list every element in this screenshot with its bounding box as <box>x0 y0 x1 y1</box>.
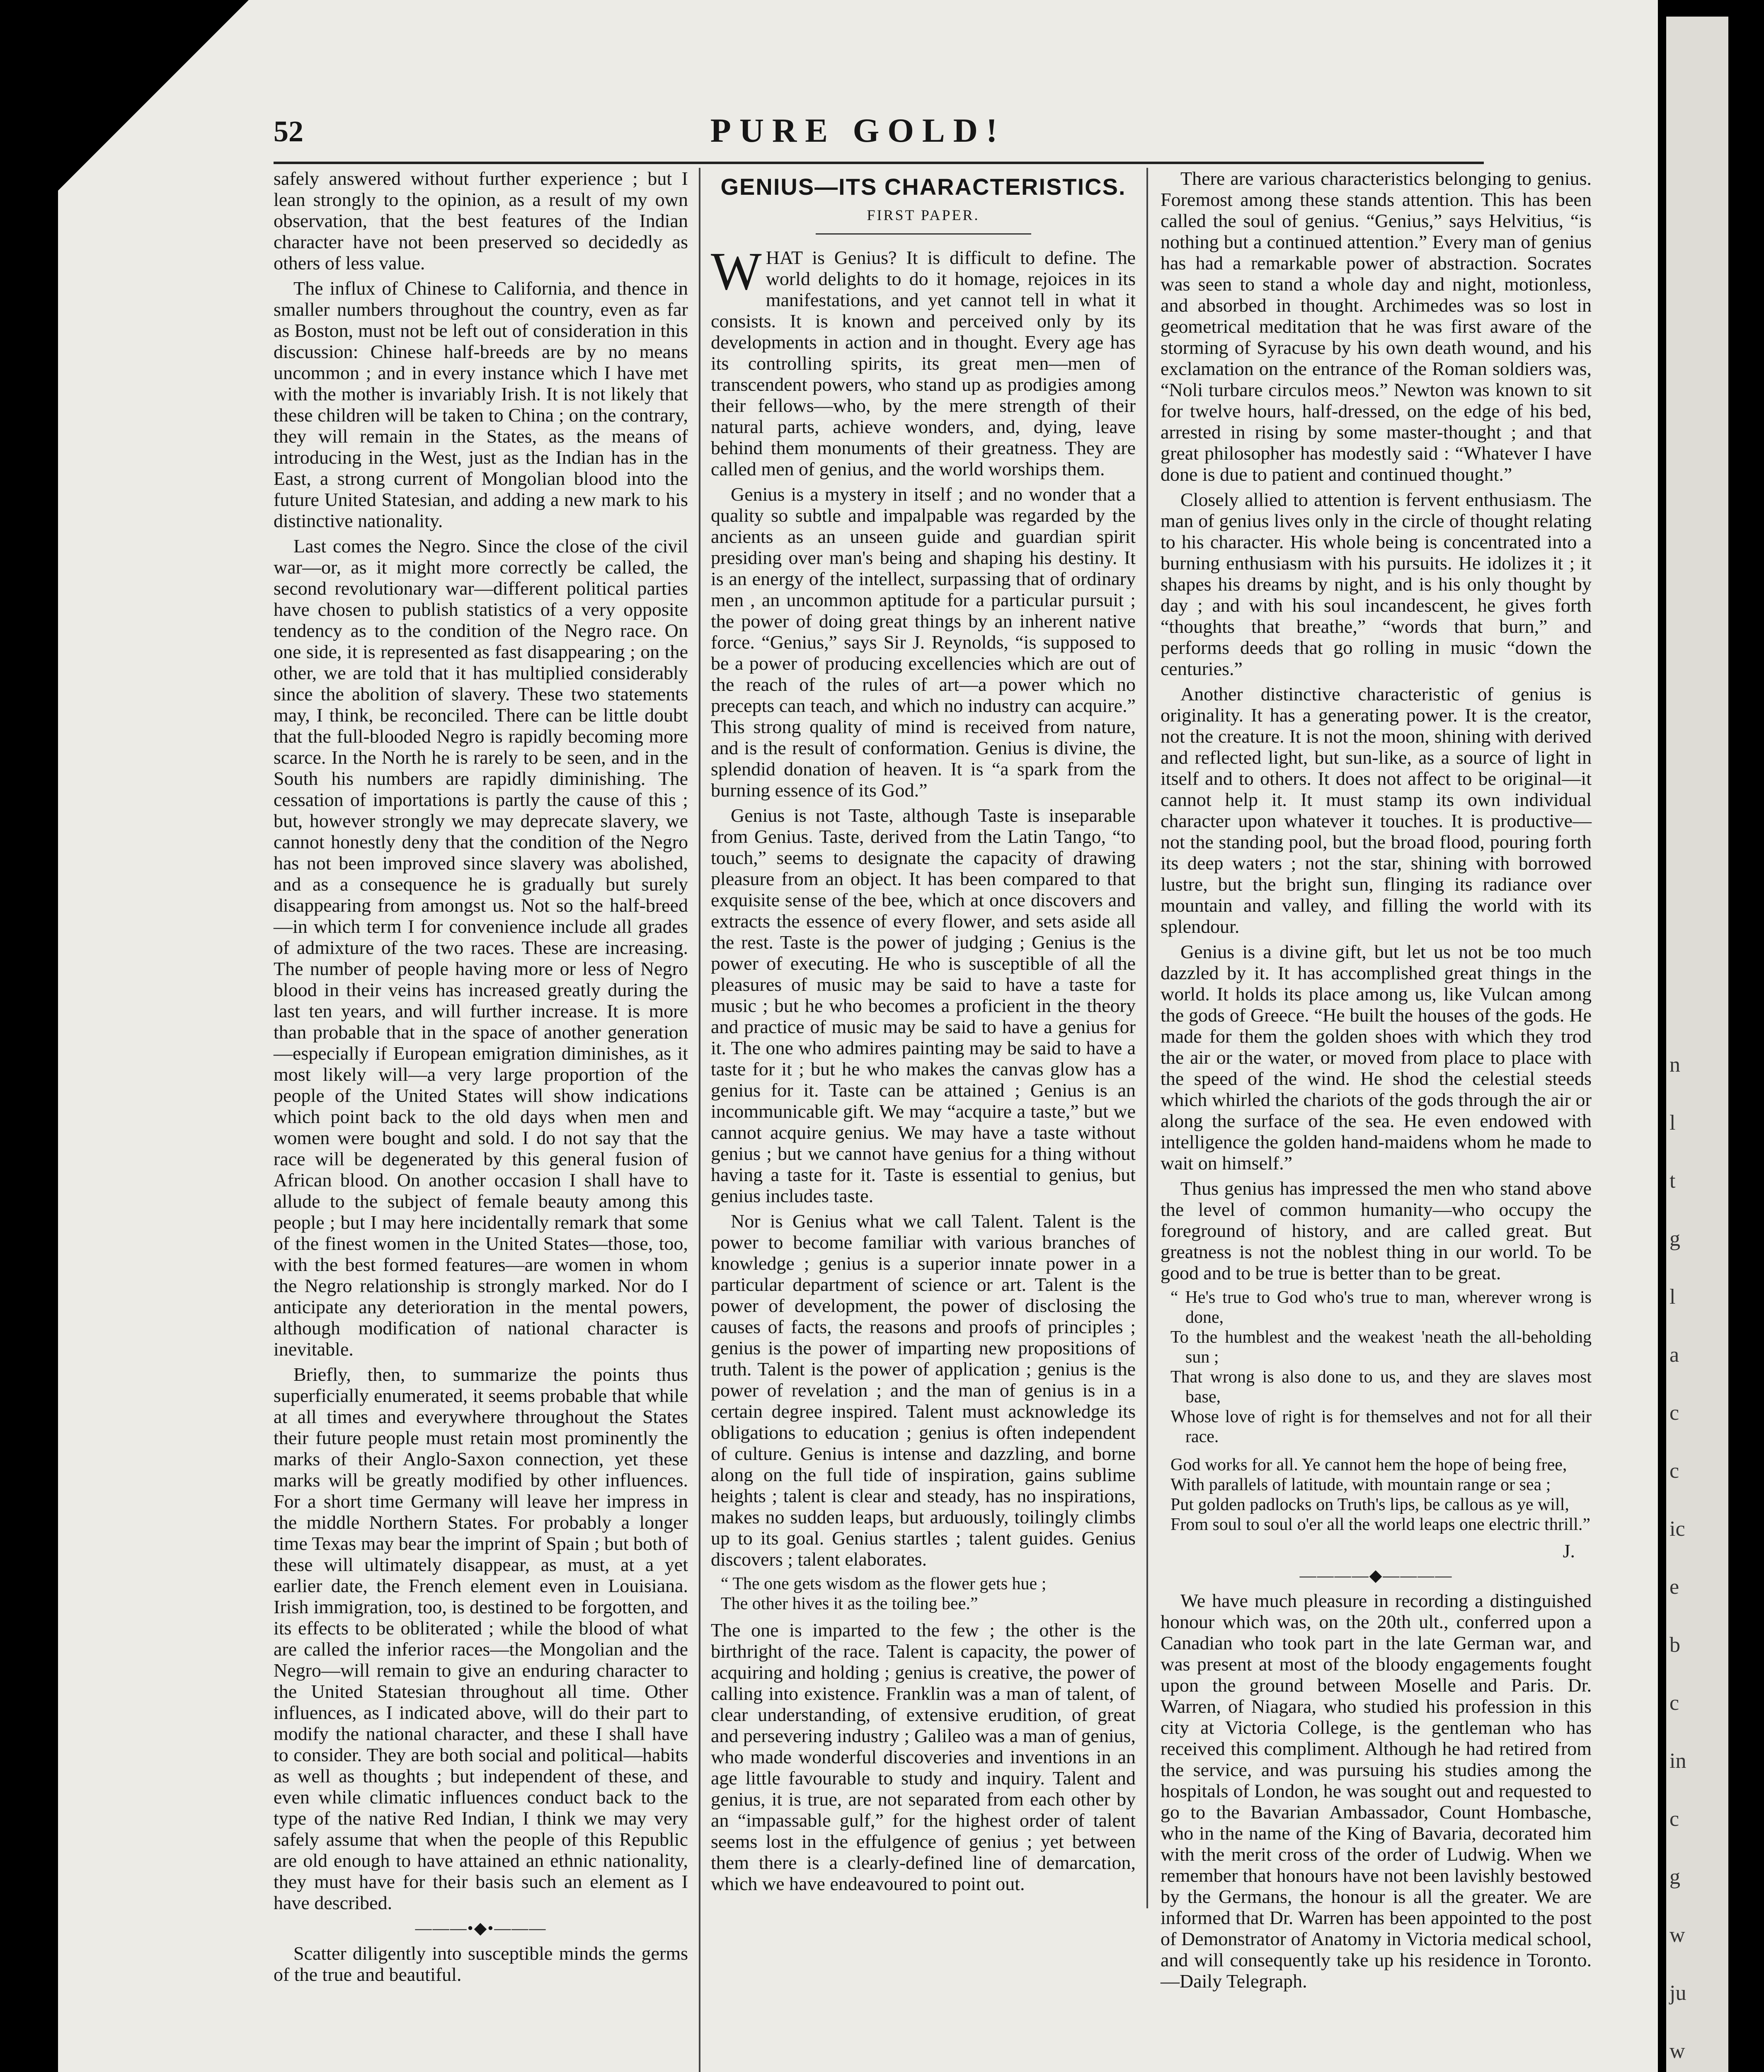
edge-text-fragment: l <box>1670 1285 1676 1309</box>
paragraph: Briefly, then, to summarize the points thus superficially enumerated, it seems probable that while at all times and everywhere throughout the States their future people must retain most prominently the marks of their Anglo-Saxon connection, yet these marks will be greatly modified by other influences. For a short time Germany will leave her impress in the middle Northern States. For probably a longer time Texas may bear the imprint of Spain ; but both of these will ultimately disappear, as must, at a yet earlier date, the French element even in Louisiana. Irish immigration, too, is destined to be forgotten, and its effects to be obliterated ; while the blood of what are called the inferior races—the Mongolian and the Negro—will remain to give an enduring character to the United Statesian throughout all time. Other influences, as I indicated above, will do their part to modify the national character, and these I shall have to consider. They are both social and political—habits as well as thoughts ; but independent of these, and even while climatic influences conduct back to the type of the native Red Indian, I think we may very safely assume that when the people of this Republic are old enough to have attained an ethnic nationality, they must have for their basis such an element as I have described. <box>274 1364 688 1913</box>
edge-text-fragment: c <box>1670 1807 1679 1831</box>
verse-line: The other hives it as the toiling bee.” <box>721 1594 978 1613</box>
paragraph: Scatter diligently into susceptible minds the germs of the true and beautiful. <box>274 1943 688 1985</box>
paragraph: Closely allied to attention is fervent enthusiasm. The man of genius lives only in the circle of thought relating to his character. His whole being is concentrated into a burning enthusiasm with his pursuits. He idolizes it ; it shapes his dreams by night, and is his only thought by day ; and with his soul incandescent, he gives forth “thoughts that breathe,” “words that burn,” and performs deeds that go rolling in music “down the centuries.” <box>1161 489 1592 679</box>
ornament-divider: ————◆———— <box>1299 1566 1453 1585</box>
edge-text-fragment: in <box>1670 1749 1686 1773</box>
edge-text-fragment: c <box>1670 1459 1679 1483</box>
drop-cap: W <box>711 242 762 301</box>
paragraph: Genius is a divine gift, but let us not be too much dazzled by it. It has accomplished great things in the world. It holds its place among us, like Vulcan among the gods of Greece. “He built the houses of the gods. He made for them the golden shoes with which they trod the air or the water, or moved from place to place with the speed of the wind. He shod the celestial steeds which whirled the chariots of the gods through the air or along the surface of the sea. He even endowed with intelligence the golden hand-maidens whom he made to wait on himself.” <box>1161 941 1592 1174</box>
paragraph: Nor is Genius what we call Talent. Talent is the power to become familiar with various branches of knowledge ; genius is a superior innate power in a particular department of science or art. Talent is the power of development, the power of disclosing the causes of facts, the reasons and proofs of principles ; genius is the power of imparting new propositions of truth. Talent is the power of application ; genius is the power of revelation ; and the man of genius is in a certain degree inspired. Talent must acknowledge its obligations to education ; genius is often independent of culture. Genius is intense and dazzling, and borne along on the full tide of inspiration, gains sublime heights ; talent is clear and steady, has no inspirations, makes no sudden leaps, but arduously, toilingly climbs up to its goal. Genius startles ; talent guides. Genius discovers ; talent elaborates. <box>711 1210 1136 1570</box>
edge-text-fragment: b <box>1670 1633 1680 1657</box>
paragraph: There are various characteristics belonging to genius. Foremost among these stands attention. This has been called the soul of genius. “Genius,” says Helvitius, “is nothing but a continued attention.” Every man of genius has had a remarkable power of abstraction. Socrates was seen to stand a whole day and night, motionless, and absorbed in thought. Archimedes was so lost in geometrical meditation that he was first aware of the storming of Syracuse by his own death wound, and his exclamation on the entrance of the Roman soldiers was, “Noli turbare circulos meos.” Newton was known to sit for twelve hours, half-dressed, on the edge of his bed, arrested in rising by some master-thought ; and that great philosopher has modestly said : “Whatever I have done is due to patient and continued thought.” <box>1161 168 1592 485</box>
edge-text-fragment: t <box>1670 1169 1676 1193</box>
page-number: 52 <box>274 115 303 148</box>
signature: J. <box>1563 1540 1575 1561</box>
verse-line: “ He's true to God who's true to man, wherever wrong is done, <box>1170 1288 1592 1327</box>
verse-quote <box>711 1574 1136 1614</box>
edge-text-fragment: w <box>1670 2039 1685 2063</box>
column-left <box>274 168 688 1989</box>
column-middle <box>711 168 1136 1898</box>
paragraph: The one is imparted to the few ; the other is the birthright of the race. Talent is capacity, the power of acquiring and holding ; genius is creative, the power of calling into existence. Franklin was a man of talent, of clear understanding, of extensive erudition, of great and persevering industry ; Galileo was a man of genius, who made wonderful discoveries and inventions in an age little favourable to study and inquiry. Talent and genius, it is true, are not separated from each other by an “impassable gulf,” for the highest order of talent seems lost in the effulgence of genius ; yet between them there is a clearly-defined line of demarcation, which we have endeavoured to point out. <box>711 1619 1136 1894</box>
article-title: GENIUS—ITS CHARACTERISTICS. <box>720 174 1126 200</box>
verse-line: God works for all. Ye cannot hem the hope of being free, <box>1170 1455 1567 1474</box>
ornament-divider: ———•◆•——— <box>415 1919 547 1937</box>
title-rule <box>816 233 1031 235</box>
paragraph: Genius is not Taste, although Taste is inseparable from Genius. Taste, derived from the Latin Tango, “to touch,” seems to designate the capacity of drawing pleasure from an object. It has been compared to that exquisite sense of the bee, which at once discovers and extracts the essence of every flower, and sets aside all the rest. Taste is the power of judging ; Genius is the power of executing. He who is susceptible of all the pleasures of music may be said to have a taste for music ; but he who becomes a proficient in the theory and practice of music may be said to have a genius for it. The one who admires painting may be said to have a taste for it ; but he who makes the canvas glow has a genius for it. Taste can be attained ; Genius is an incommunicable gift. We may “acquire a taste,” but we cannot acquire genius. We may have a taste without genius ; but we cannot have genius for a thing without having a taste for it. Taste is essential to genius, but genius includes taste. <box>711 805 1136 1206</box>
edge-text-fragment: w <box>1670 1923 1685 1947</box>
column-divider-2 <box>1146 168 1148 1908</box>
running-header-title: PURE GOLD! <box>710 111 1006 149</box>
column-right <box>1161 168 1592 1996</box>
verse-line: To the humblest and the weakest 'neath the all-beholding sun ; <box>1170 1328 1592 1367</box>
paragraph <box>711 242 1136 479</box>
edge-text-fragment: g <box>1670 1227 1680 1251</box>
edge-text-fragment: a <box>1670 1343 1679 1367</box>
article-subtitle: FIRST PAPER. <box>867 207 980 223</box>
edge-text-fragment: c <box>1670 1691 1679 1715</box>
verse-line: From soul to soul o'er all the world leaps one electric thrill.” <box>1170 1515 1590 1534</box>
verse-line: Put golden padlocks on Truth's lips, be callous as ye will, <box>1170 1495 1569 1514</box>
column-divider-1 <box>699 168 700 2072</box>
verse-line: With parallels of latitude, with mountain range or sea ; <box>1170 1475 1551 1494</box>
header-rule <box>274 162 1484 164</box>
verse-line: That wrong is also done to us, and they are slaves most base, <box>1170 1368 1592 1406</box>
edge-text-fragment: g <box>1670 1865 1680 1889</box>
paragraph-text: HAT is Genius? It is difficult to define. The world delights to do it homage, rejoices in its manifestations, and yet cannot tell in what it consists. It is known and perceived only by its developments in action and in thought. Every age has its controlling spirits, its great men—men of transcendent powers, who stand up as prodigies among their fellows—who, by the mere strength of their natural parts, achieve wonders, and, dying, leave behind them monuments of their greatness. They are called men of genius, and the world worships them. <box>711 247 1136 479</box>
edge-text-fragment: ic <box>1670 1517 1685 1541</box>
folded-corner <box>58 0 249 191</box>
paragraph: Last comes the Negro. Since the close of the civil war—or, as it might more correctly be called, the second revolutionary war—different political parties have chosen to publish statistics of a very opposite tendency as to the condition of the Negro race. On one side, it is represented as fast disappearing ; on the other, we are told that it has multiplied considerably since the abolition of slavery. These two statements may, I think, be reconciled. There can be little doubt that the full-blooded Negro is rapidly becoming more scarce. In the North he is rarely to be seen, and in the South his numbers are rapidly diminishing. The cessation of importations is partly the cause of this ; but, however strongly we may deprecate slavery, we cannot honestly deny that the condition of the Negro has not been improved since slavery was abolished, and as a consequence he is gradually but surely disappearing from amongst us. Not so the half-breed—in which term I for convenience include all grades of admixture of the two races. These are increasing. The number of people having more or less of Negro blood in their veins has increased greatly during the last ten years, and will further increase. It is more than probable that in the space of another generation —especially if European emigration diminishes, as it most likely will—a very large proportion of the people of the United States will show indications which point back to the old days when men and women were bought and sold. I do not say that the race will be degenerated by this general fusion of African blood. On another occasion I shall have to allude to the subject of female beauty among this people ; but I may here incidentally remark that some of the finest women in the United States—those, too, with the best formed features—are women in whom the Negro relationship is strongly marked. Nor do I anticipate any deterioration in the mental powers, although modification of national character is inevitable. <box>274 535 688 1360</box>
paragraph: Genius is a mystery in itself ; and no wonder that a quality so subtle and impalpable was regarded by the ancients as an unseen guide and guardian spirit presiding over man's being and shaping his destiny. It is an energy of the intellect, surpassing that of ordinary men , an uncommon aptitude for a particular pursuit ; the power of doing great things by an inherent native force. “Genius,” says Sir J. Reynolds, “is supposed to be a power of producing excellencies which are out of the reach of the rules of art—a power which no precepts can teach, and which no industry can acquire.” This strong quality of mind is received from nature, and is the result of conformation. Genius is divine, the splendid donation of heaven. It is “a spark from the burning essence of its God.” <box>711 484 1136 801</box>
edge-text-fragment: l <box>1670 1111 1676 1135</box>
verse-line: Whose love of right is for themselves and not for all their race. <box>1170 1407 1592 1446</box>
edge-text-fragment: n <box>1670 1053 1680 1077</box>
adjacent-page-edge <box>1666 17 1728 2072</box>
edge-text-fragment: c <box>1670 1401 1679 1425</box>
verse-line: “ The one gets wisdom as the flower gets hue ; <box>721 1574 1047 1593</box>
paragraph: safely answered without further experience ; but I lean strongly to the opinion, as a result of my own observation, that the best features of the Indian character have not been preserved so decidedly as others of less value. <box>274 168 688 274</box>
newspaper-page <box>58 0 1658 2072</box>
paragraph: Thus genius has impressed the men who stand above the level of common humanity—who occupy the foreground of history, and are called great. But greatness is not the noblest thing in our world. To be good and to be true is better than to be great. <box>1161 1178 1592 1283</box>
edge-text-fragment: ju <box>1670 1981 1686 2005</box>
paragraph: The influx of Chinese to California, and thence in smaller numbers throughout the country, even as far as Boston, must not be left out of consideration in this discussion: Chinese half-breeds are by no means uncommon ; and in every instance which I have met with the mother is invariably Irish. It is not likely that these children will be taken to China ; on the contrary, they will remain in the States, as the means of introducing in the West, just as the Indian has in the East, a strong current of Mongolian blood into the future United Statesian, and adding a new mark to his distinctive nationality. <box>274 278 688 531</box>
poem <box>1161 1288 1592 1535</box>
paragraph: Another distinctive characteristic of genius is originality. It has a generating power. It is the creator, not the creature. It is not the moon, shining with derived and reflected light, but sun-like, as a source of light in itself and to others. It does not affect to be original—it cannot help it. It must stamp its own individual character upon whatever it touches. It is productive—not the standing pool, but the broad flood, pouring forth its deep waters ; not the star, shining with borrowed lustre, but the bright sun, flinging its radiance over mountain and valley, and filling the world with its splendour. <box>1161 683 1592 937</box>
edge-text-fragment: e <box>1670 1575 1679 1599</box>
paragraph: We have much pleasure in recording a distinguished honour which was, on the 20th ult., conferred upon a Canadian who took part in the late German war, and was present at most of the bloody engagements fought upon the ground between Moselle and Paris. Dr. Warren, of Niagara, who studied his profession in this city at Victoria College, is the gentleman who has received this compliment. Although he had retired from the service, and was pursuing his studies among the hospitals of London, he was sought out and requested to go to the Bavarian Ambassador, Count Hombasche, who in the name of the King of Bavaria, decorated him with the merit cross of the order of Ludwig. When we remember that honours have not been lavishly bestowed by the Germans, the honour is all the greater. We are informed that Dr. Warren has been appointed to the post of Demonstrator of Anatomy in Victoria medical school, and will consequently take up his residence in Toronto.—Daily Telegraph. <box>1161 1590 1592 1992</box>
